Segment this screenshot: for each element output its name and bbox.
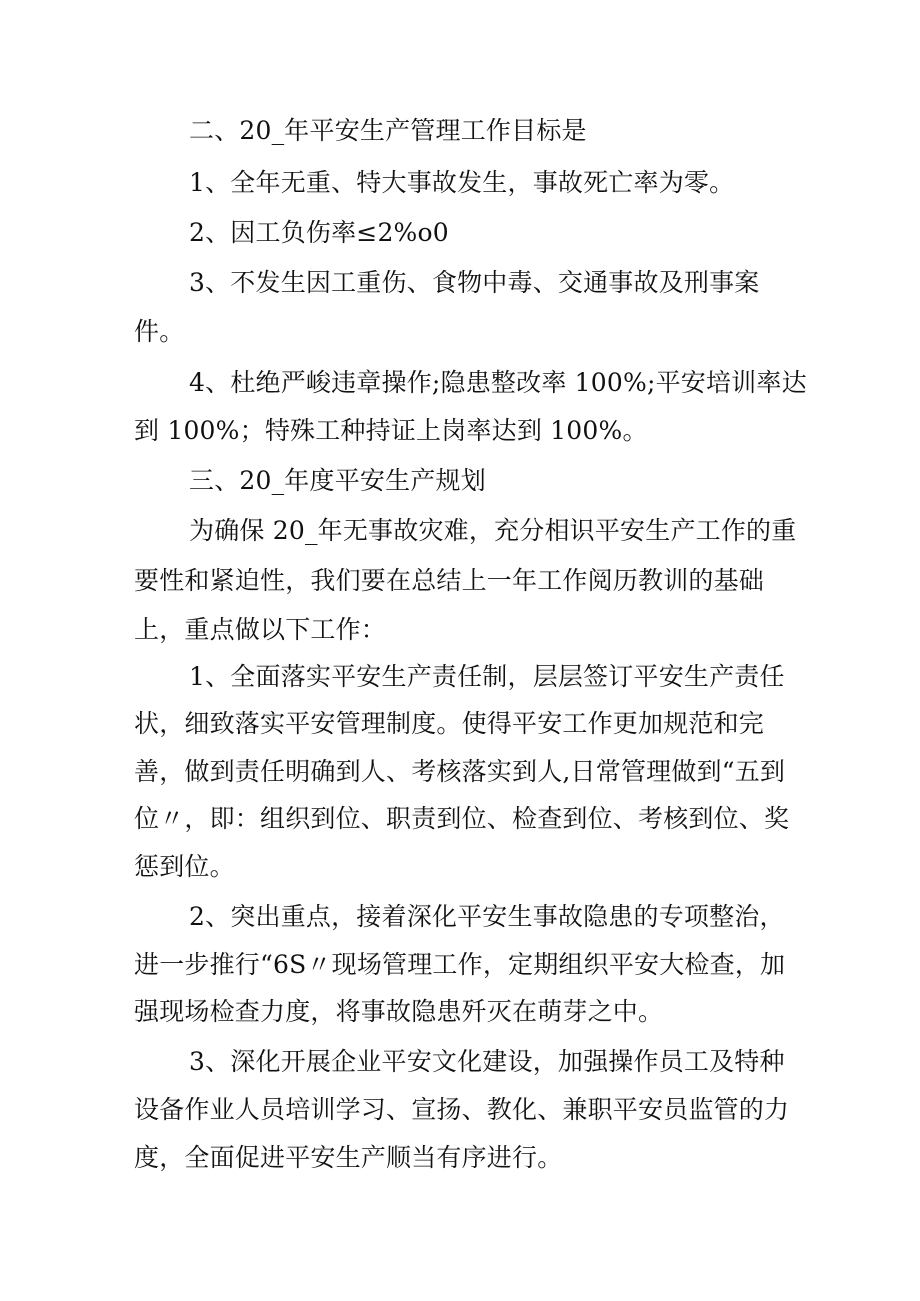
plan-intro-line-3: 上，重点做以下工作： — [134, 615, 387, 644]
goal-item-4-line-2: 到 100%；特殊工种持证上岗率达到 100%。 — [134, 416, 648, 445]
plan-item-2-line-2: 进一步推行“6S〃现场管理工作，定期组织平安大检查，加 — [134, 950, 786, 979]
plan-item-1-line-3: 善，做到责任明确到人、考核落实到人,日常管理做到“五到 — [134, 757, 786, 786]
section-heading-plan: 三、20_年度平安生产规划 — [189, 466, 486, 495]
plan-intro-line-1: 为确保 20_年无事故灾难，充分相识平安生产工作的重 — [189, 516, 797, 545]
goal-item-3-line-1: 3、不发生因工重伤、食物中毒、交通事故及刑事案 — [189, 268, 760, 297]
goal-item-1: 1、全年无重、特大事故发生，事故死亡率为零。 — [189, 168, 735, 197]
plan-item-1-line-2: 状，细致落实平安管理制度。使得平安工作更加规范和完 — [134, 709, 765, 738]
goal-item-3-line-2: 件。 — [134, 317, 185, 346]
plan-item-1-line-4: 位〃，即：组织到位、职责到位、检查到位、考核到位、奖 — [134, 804, 790, 833]
goal-item-4-line-1: 4、杜绝严峻违章操作;隐患整改率 100%;平安培训率达 — [189, 368, 807, 397]
goal-item-2: 2、因工负伤率≤2%o0 — [189, 218, 449, 247]
plan-item-3-line-1: 3、深化开展企业平安文化建设，加强操作员工及特种 — [189, 1047, 785, 1076]
plan-item-1-line-1: 1、全面落实平安生产责任制，层层签订平安生产责任 — [189, 662, 785, 691]
plan-item-3-line-3: 度，全面促进平安生产顺当有序进行。 — [134, 1143, 563, 1172]
section-heading-goals: 二、20_年平安生产管理工作目标是 — [189, 116, 587, 145]
plan-item-3-line-2: 设备作业人员培训学习、宣扬、教化、兼职平安员监管的力 — [134, 1095, 790, 1124]
plan-item-1-line-5: 惩到位。 — [134, 852, 235, 881]
plan-item-2-line-1: 2、突出重点，接着深化平安生事故隐患的专项整治， — [189, 902, 785, 931]
plan-item-2-line-3: 强现场检查力度，将事故隐患歼灭在萌芽之中。 — [134, 997, 664, 1026]
plan-intro-line-2: 要性和紧迫性，我们要在总结上一年工作阅历教训的基础 — [134, 566, 765, 595]
